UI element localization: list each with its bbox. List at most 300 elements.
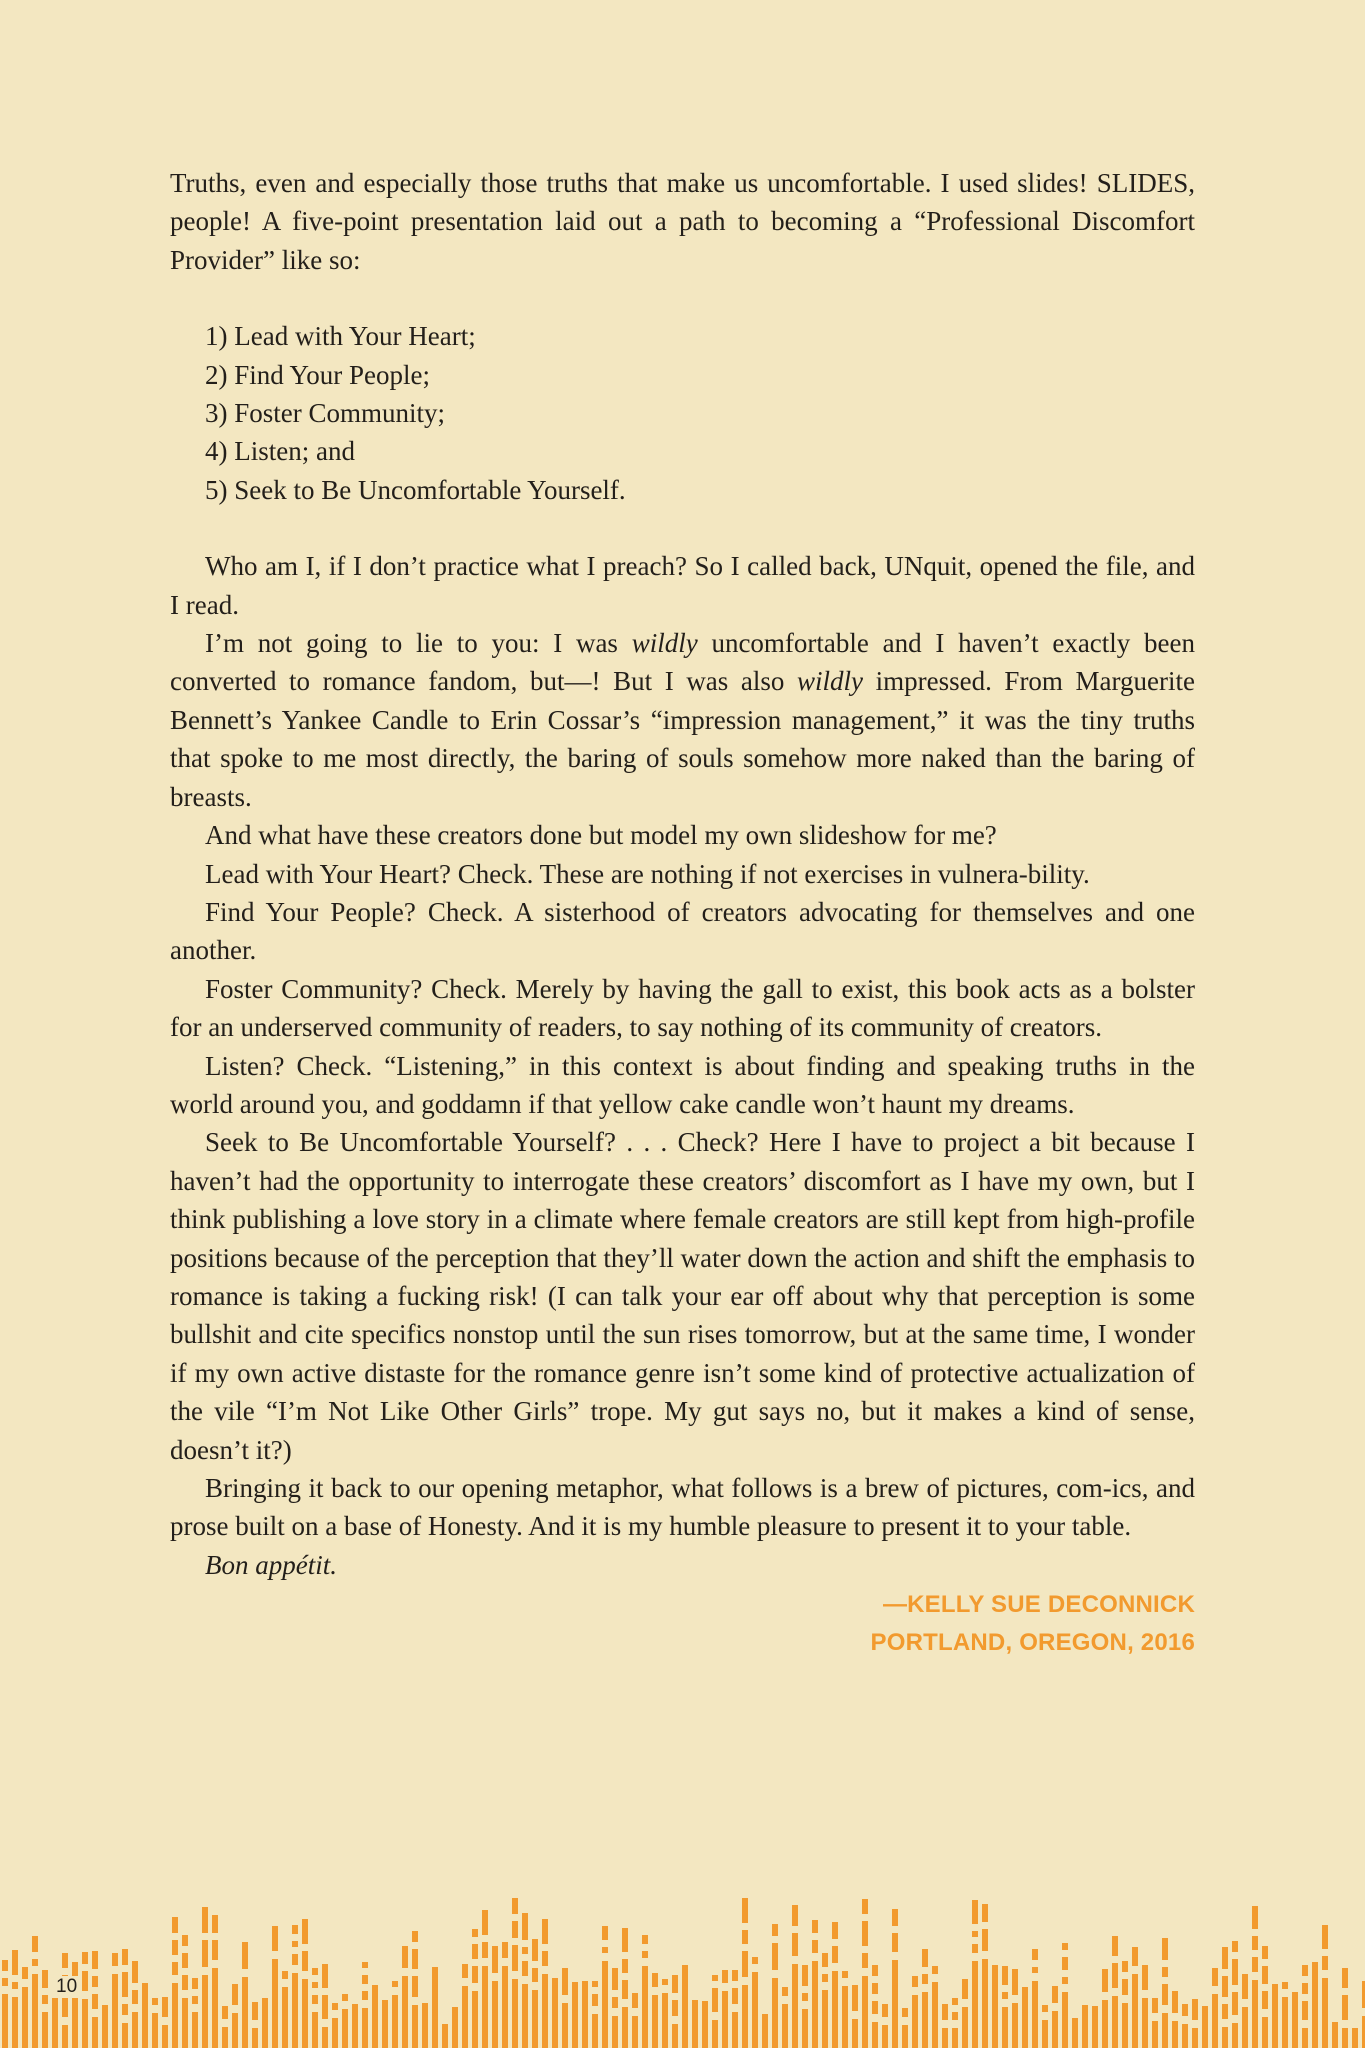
- decorative-bar-segment: [602, 1926, 608, 1940]
- decorative-bar: [942, 2028, 948, 2048]
- page-body: [170, 164, 1195, 1662]
- decorative-bar-segment: [782, 1987, 788, 1996]
- decorative-bar: [682, 1965, 688, 2048]
- decorative-bar-segment: [132, 1990, 138, 2004]
- paragraph: Foster Community? Check. Merely by having the gall to exist, this book acts as a bolster for an underserved community of readers, to say nothing of its community of creators.: [170, 973, 1195, 1043]
- signature-author: —KELLY SUE DECONNICK: [882, 1591, 1195, 1619]
- paragraph-text: uncomfortable and I haven’t exactly been converted to romance fandom, but—! But I was also: [170, 628, 1195, 697]
- decorative-bar-segment: [522, 1913, 528, 1940]
- decorative-bar: [632, 2016, 638, 2048]
- decorative-bar: [42, 2012, 48, 2048]
- decorative-bar-segment: [1132, 1947, 1138, 1966]
- decorative-bar: [252, 2028, 258, 2048]
- decorative-bar-segment: [1062, 1977, 1068, 1984]
- decorative-bar-segment: [672, 1975, 678, 1993]
- decorative-bar: [382, 2000, 388, 2048]
- decorative-bar: [1192, 2028, 1198, 2048]
- paragraph: Seek to Be Uncomfortable Yourself? . . . Check? Here I have to project a bit because I haven’t had the opportunity to interrogate these creators’ discomfort as I have my own, but I think publishing a love story in a climate where female creators are still kept from high-profile positions because of the perception that they’ll water down the action and shift the emphasis to romance is taking a fucking risk! (I can talk your ear off about why that perception is some bullshit and cite specifics nonstop until the sun rises tomorrow, but at the same time, I wonder if my own active distaste for the romance genre isn’t some kind of protective actualization of the vile “I’m Not Like Other Girls” trope. My gut says no, but it makes a kind of sense, doesn’t it?): [170, 1127, 1195, 1465]
- decorative-bar-segment: [862, 1899, 868, 1914]
- decorative-bar: [762, 2014, 768, 2048]
- decorative-bar: [172, 1983, 178, 2048]
- signature-place: PORTLAND, OREGON, 2016: [870, 1629, 1195, 1657]
- decorative-bar: [972, 1961, 978, 2048]
- decorative-bar: [642, 1966, 648, 2048]
- decorative-bar-segment: [412, 1976, 418, 1997]
- decorative-bar: [922, 1992, 928, 2048]
- decorative-bar-segment: [1222, 2004, 1228, 2019]
- decorative-bar: [472, 1991, 478, 2048]
- paragraph: Find Your People? Check. A sisterhood of creators advocating for themselves and one another.: [170, 896, 1195, 966]
- decorative-bar: [1002, 2007, 1008, 2048]
- decorative-bar-segment: [642, 1935, 648, 1944]
- paragraph: Who am I, if I don’t practice what I preach? So I called back, UNquit, opened the file, and I read.: [170, 551, 1195, 620]
- decorative-bar-segment: [622, 1980, 628, 1999]
- decorative-bar-segment: [412, 1931, 418, 1942]
- decorative-bar-segment: [742, 1930, 748, 1944]
- decorative-bar-segment: [1112, 1963, 1118, 1988]
- decorative-bar: [722, 1991, 728, 2048]
- decorative-bar: [792, 1964, 798, 2048]
- decorative-bar: [262, 1998, 268, 2048]
- decorative-bar: [692, 2000, 698, 2048]
- decorative-bar-segment: [292, 1941, 298, 1947]
- decorative-bar: [1242, 2007, 1248, 2048]
- decorative-bar: [502, 1966, 508, 2048]
- decorative-bar-segment: [1162, 1984, 1168, 2005]
- decorative-bar-segment: [562, 1968, 568, 1995]
- emphasis-text: wildly: [797, 666, 863, 697]
- paragraph-text: I’m not going to lie to you: I was: [205, 628, 632, 659]
- decorative-bar-segment: [1262, 1966, 1268, 1984]
- decorative-bar-segment: [902, 2008, 908, 2017]
- decorative-bar-segment: [602, 1947, 608, 1953]
- decorative-bar: [1122, 2003, 1128, 2048]
- decorative-bar-segment: [622, 1959, 628, 1973]
- decorative-bar-segment: [772, 1943, 778, 1970]
- decorative-bar-segment: [2, 1960, 8, 1971]
- decorative-bar-segment: [972, 1900, 978, 1924]
- decorative-bar: [342, 2009, 348, 2048]
- decorative-bar-segment: [822, 1953, 828, 1967]
- decorative-bar-segment: [1192, 1999, 1198, 2020]
- decorative-bar: [1112, 1996, 1118, 2048]
- decorative-bar: [662, 1993, 668, 2048]
- decorative-bar-segment: [1182, 2004, 1188, 2016]
- decorative-bar-segment: [202, 1907, 208, 1933]
- decorative-bar-segment: [972, 1931, 978, 1937]
- decorative-bar: [282, 1987, 288, 2048]
- decorative-bar: [532, 1990, 538, 2048]
- decorative-bar: [392, 1995, 398, 2048]
- decorative-bar: [1322, 1978, 1328, 2048]
- decorative-bar-segment: [1162, 1938, 1168, 1960]
- decorative-bar: [992, 1965, 998, 2048]
- decorative-bar: [1142, 1998, 1148, 2048]
- decorative-bar: [582, 1981, 588, 2048]
- decorative-bar: [802, 2009, 808, 2048]
- decorative-bar-segment: [362, 1991, 368, 2000]
- decorative-bar-segment: [2, 1978, 8, 1986]
- decorative-bar-segment: [592, 1994, 598, 2006]
- decorative-bar-segment: [1032, 1949, 1038, 1960]
- decorative-bar-segment: [512, 1945, 518, 1971]
- decorative-bar-segment: [1242, 1974, 1248, 1999]
- decorative-bar: [902, 2025, 908, 2048]
- decorative-bar: [1062, 1992, 1068, 2048]
- decorative-bar: [22, 1987, 28, 2048]
- decorative-bar-segment: [212, 1940, 218, 1960]
- decorative-bar-segment: [1062, 1957, 1068, 1970]
- decorative-bar-segment: [812, 1920, 818, 1933]
- paragraph: And what have these creators done but model my own slideshow for me?: [205, 820, 997, 851]
- decorative-bar-segment: [532, 1968, 538, 1982]
- decorative-bar-pattern: [0, 1898, 1365, 2048]
- decorative-bar-segment: [802, 1993, 808, 2001]
- decorative-bar-segment: [922, 1974, 928, 1984]
- decorative-bar: [852, 2019, 858, 2048]
- decorative-bar-segment: [772, 1924, 778, 1936]
- decorative-bar: [202, 1975, 208, 2048]
- decorative-bar-segment: [132, 1961, 138, 1983]
- decorative-bar-segment: [1042, 2005, 1048, 2012]
- decorative-bar-segment: [172, 1917, 178, 1933]
- decorative-bar-segment: [192, 1996, 198, 2004]
- decorative-bar-segment: [222, 2006, 228, 2019]
- decorative-bar-segment: [852, 1985, 858, 2011]
- decorative-bar: [842, 1986, 848, 2048]
- decorative-bar-segment: [862, 1953, 868, 1968]
- decorative-bar-segment: [1322, 1956, 1328, 1970]
- decorative-bar: [1152, 2021, 1158, 2048]
- decorative-bar-segment: [502, 1942, 508, 1958]
- decorative-bar: [422, 2003, 428, 2048]
- decorative-bar-segment: [1122, 1961, 1128, 1972]
- decorative-bar: [1072, 2018, 1078, 2048]
- decorative-bar-segment: [1322, 1925, 1328, 1949]
- decorative-bar: [162, 2025, 168, 2048]
- decorative-bar: [552, 1978, 558, 2048]
- decorative-bar-segment: [252, 2002, 258, 2020]
- decorative-bar-segment: [882, 2004, 888, 2017]
- decorative-bar: [492, 1981, 498, 2048]
- decorative-bar-segment: [32, 1959, 38, 1966]
- decorative-bar-segment: [472, 1929, 478, 1937]
- decorative-bar-segment: [1102, 1969, 1108, 1992]
- decorative-bar: [1352, 2028, 1358, 2048]
- decorative-bar: [982, 1959, 988, 2048]
- decorative-bar: [1042, 2020, 1048, 2048]
- decorative-bar-segment: [122, 1949, 128, 1965]
- decorative-bar-segment: [622, 1928, 628, 1952]
- decorative-bar-segment: [952, 2012, 958, 2020]
- decorative-bar: [2, 1994, 8, 2048]
- decorative-bar-segment: [1052, 1986, 1058, 2003]
- decorative-bar-segment: [662, 1979, 668, 1985]
- decorative-bar: [292, 1973, 298, 2048]
- decorative-bar-segment: [292, 1954, 298, 1965]
- decorative-bar-segment: [342, 1994, 348, 2001]
- decorative-bar: [912, 1995, 918, 2048]
- decorative-bar: [482, 1966, 488, 2048]
- paragraph: Bringing it back to our opening metaphor, what follows is a brew of pictures, com-ics, and prose built on a base of Honesty. And it is my humble pleasure to present it to your table.: [170, 1473, 1195, 1542]
- decorative-bar: [242, 1977, 248, 2048]
- decorative-bar-segment: [872, 1965, 878, 1976]
- decorative-bar-segment: [272, 1926, 278, 1951]
- decorative-bar-segment: [632, 1993, 638, 2008]
- decorative-bar-segment: [732, 1970, 738, 1981]
- list-item: 5) Seek to Be Uncomfortable Yourself.: [205, 474, 626, 505]
- decorative-bar: [372, 1985, 378, 2048]
- decorative-bar: [732, 2012, 738, 2048]
- decorative-bar-segment: [1012, 1969, 1018, 1995]
- decorative-bar-segment: [172, 1940, 178, 1955]
- decorative-bar: [82, 1999, 88, 2048]
- decorative-bar: [62, 2025, 68, 2048]
- decorative-bar: [222, 2027, 228, 2048]
- decorative-bar: [672, 2024, 678, 2048]
- decorative-bar: [622, 2007, 628, 2048]
- decorative-bar-segment: [802, 1965, 808, 1986]
- decorative-bar: [1092, 2006, 1098, 2048]
- decorative-bar-segment: [612, 1997, 618, 2008]
- decorative-bar-segment: [462, 1964, 468, 1978]
- decorative-bar-segment: [212, 1915, 218, 1933]
- decorative-bar: [1232, 2023, 1238, 2048]
- decorative-bar: [1272, 1984, 1278, 2048]
- decorative-bar-segment: [1002, 1966, 1008, 1985]
- decorative-bar-segment: [1232, 1959, 1238, 1985]
- decorative-bar-segment: [832, 1946, 838, 1963]
- decorative-bar: [182, 1998, 188, 2048]
- decorative-bar-segment: [862, 1921, 868, 1946]
- decorative-bar-segment: [742, 1898, 748, 1923]
- decorative-bar-segment: [402, 1946, 408, 1968]
- decorative-bar: [772, 1978, 778, 2048]
- decorative-bar: [1032, 1981, 1038, 2048]
- decorative-bar-segment: [872, 2001, 878, 2014]
- decorative-bar: [592, 2014, 598, 2048]
- decorative-bar: [612, 2016, 618, 2048]
- decorative-bar: [102, 2005, 108, 2048]
- decorative-bar: [572, 1982, 578, 2048]
- decorative-bar-segment: [1302, 2001, 1308, 2020]
- decorative-bar-segment: [932, 1966, 938, 1974]
- decorative-bar-segment: [322, 1995, 328, 2019]
- decorative-bar-segment: [282, 1971, 288, 1979]
- decorative-bar-segment: [942, 2004, 948, 2020]
- decorative-bar: [1022, 1987, 1028, 2048]
- decorative-bar-segment: [92, 1994, 98, 2009]
- decorative-bar-segment: [472, 1966, 478, 1983]
- decorative-bar-segment: [962, 1979, 968, 1999]
- decorative-bar-segment: [892, 1909, 898, 1926]
- decorative-bar-segment: [42, 1995, 48, 2004]
- decorative-bar: [272, 1959, 278, 2048]
- decorative-bar-segment: [792, 1905, 798, 1926]
- decorative-bar: [752, 1972, 758, 2048]
- decorative-bar: [32, 1974, 38, 2048]
- decorative-bar-segment: [642, 1951, 648, 1958]
- decorative-bar: [232, 2013, 238, 2048]
- decorative-bar-segment: [832, 1922, 838, 1939]
- decorative-bar-segment: [1122, 1979, 1128, 1995]
- decorative-bar-segment: [1302, 1965, 1308, 1976]
- decorative-bar-segment: [92, 1951, 98, 1969]
- decorative-bar: [1202, 2006, 1208, 2048]
- decorative-bar: [402, 1976, 408, 2048]
- decorative-bar: [212, 1968, 218, 2048]
- decorative-bar-segment: [1252, 1936, 1258, 1950]
- decorative-bar: [1222, 2027, 1228, 2048]
- decorative-bar: [562, 2003, 568, 2048]
- decorative-bar: [142, 1983, 148, 2048]
- decorative-bar: [832, 1971, 838, 2048]
- decorative-bar: [872, 2022, 878, 2048]
- signoff: Bon appétit.: [205, 1549, 337, 1580]
- decorative-bar-segment: [482, 1910, 488, 1935]
- decorative-bar: [122, 2023, 128, 2048]
- decorative-bar: [712, 2020, 718, 2048]
- list-item: 1) Lead with Your Heart;: [205, 321, 476, 352]
- decorative-bar: [332, 2018, 338, 2048]
- decorative-bar: [522, 1984, 528, 2048]
- decorative-bar: [1012, 2003, 1018, 2048]
- decorative-bar-segment: [122, 2004, 128, 2015]
- decorative-bar: [892, 1960, 898, 2048]
- decorative-bar-segment: [182, 1953, 188, 1968]
- decorative-bar-segment: [32, 1936, 38, 1952]
- decorative-bar-segment: [472, 1944, 478, 1959]
- decorative-bar: [812, 1961, 818, 2048]
- decorative-bar: [442, 2024, 448, 2048]
- decorative-bar-segment: [712, 1975, 718, 1981]
- decorative-bar-segment: [742, 1951, 748, 1977]
- decorative-bar: [462, 1986, 468, 2048]
- decorative-bar-segment: [232, 1984, 238, 2005]
- decorative-bar-segment: [42, 1970, 48, 1988]
- decorative-bar-segment: [312, 1968, 318, 1975]
- decorative-bar-segment: [162, 1997, 168, 2017]
- decorative-bar: [352, 2004, 358, 2048]
- decorative-bar-segment: [332, 2003, 338, 2010]
- paragraph: Listen? Check. “Listening,” in this context is about finding and speaking truths in the world around you, and goddamn if that yellow cake candle won’t haunt my dreams.: [170, 1050, 1195, 1119]
- decorative-bar-segment: [1032, 1967, 1038, 1973]
- decorative-bar-segment: [122, 1972, 128, 1997]
- decorative-bar: [702, 2001, 708, 2048]
- decorative-bar-segment: [492, 1946, 498, 1973]
- decorative-bar-segment: [512, 1921, 518, 1938]
- decorative-bar: [1182, 2024, 1188, 2048]
- decorative-bar: [1212, 1994, 1218, 2048]
- decorative-bar-segment: [182, 1975, 188, 1990]
- decorative-bar-segment: [922, 1949, 928, 1967]
- decorative-bar-segment: [892, 1933, 898, 1952]
- decorative-bar: [1342, 2028, 1348, 2048]
- decorative-bar-segment: [732, 1988, 738, 2004]
- decorative-bar-segment: [972, 1944, 978, 1953]
- paragraph: Lead with Your Heart? Check. These are nothing if not exercises in vulnera-bility.: [205, 858, 1090, 889]
- decorative-bar: [72, 1962, 78, 2048]
- decorative-bar: [1262, 2017, 1268, 2048]
- decorative-bar: [1052, 2011, 1058, 2048]
- decorative-bar-segment: [112, 1953, 118, 1966]
- decorative-bar-segment: [12, 1982, 18, 1989]
- decorative-bar-segment: [1342, 1968, 1348, 1988]
- decorative-bar: [542, 1974, 548, 2048]
- decorative-bar-segment: [1212, 1968, 1218, 1986]
- decorative-bar-segment: [1252, 1906, 1258, 1929]
- decorative-bar-segment: [982, 1904, 988, 1922]
- decorative-bar-segment: [592, 1981, 598, 1987]
- decorative-bar: [312, 2012, 318, 2048]
- paragraph: [170, 624, 1195, 816]
- decorative-bar-segment: [722, 1970, 728, 1983]
- decorative-bar-segment: [1282, 1982, 1288, 1989]
- numbered-list: [170, 317, 1195, 509]
- decorative-bar: [932, 1982, 938, 2048]
- decorative-bar-segment: [482, 1942, 488, 1958]
- decorative-bar-segment: [512, 1898, 518, 1914]
- decorative-bar-segment: [1222, 1976, 1228, 1997]
- decorative-bar-segment: [362, 1962, 368, 1968]
- decorative-bar-segment: [242, 1942, 248, 1969]
- decorative-bar: [192, 2012, 198, 2048]
- paragraph-text: impressed. From Marguerite Bennett’s Yankee Candle to Erin Cossar’s “impression management,” it was the tiny truths that spoke to me most directly, the baring of souls somehow more naked than the baring of breasts.: [170, 666, 1195, 812]
- decorative-bar-segment: [1262, 1946, 1268, 1959]
- decorative-bar: [782, 2004, 788, 2048]
- decorative-bar-segment: [612, 1968, 618, 1990]
- decorative-bar: [1132, 1974, 1138, 2048]
- decorative-bar: [1282, 1997, 1288, 2048]
- decorative-bar: [1252, 1980, 1258, 2048]
- decorative-bar-segment: [1222, 1947, 1228, 1969]
- decorative-bar-segment: [392, 1981, 398, 1987]
- decorative-bar: [152, 2013, 158, 2048]
- decorative-bar-segment: [522, 1947, 528, 1954]
- decorative-bar: [52, 1994, 58, 2048]
- decorative-bar-segment: [752, 1957, 758, 1964]
- decorative-bar: [952, 2028, 958, 2048]
- decorative-bar: [882, 2025, 888, 2048]
- decorative-bar: [302, 1979, 308, 2048]
- decorative-bar: [742, 1985, 748, 2048]
- decorative-bar-segment: [1142, 1965, 1148, 1990]
- decorative-bar-segment: [1152, 1998, 1158, 2013]
- decorative-bar: [452, 2007, 458, 2048]
- decorative-bar-segment: [672, 2000, 678, 2016]
- intro-paragraph: Truths, even and especially those truths that make us uncomfortable. I used slides! SLIDES, people! A five-point presentation laid out a path to becoming a “Professional Discomfort Provider” like so:: [170, 168, 1195, 275]
- decorative-bar: [412, 2005, 418, 2048]
- decorative-bar: [92, 2017, 98, 2048]
- decorative-bar: [1312, 1962, 1318, 2048]
- decorative-bar-segment: [542, 1951, 548, 1966]
- decorative-bar: [652, 1995, 658, 2048]
- decorative-bar-segment: [1252, 1957, 1258, 1972]
- decorative-bar-segment: [1232, 1992, 1238, 2015]
- decorative-bar: [602, 1961, 608, 2048]
- decorative-bar: [12, 1997, 18, 2048]
- decorative-bar-segment: [152, 1998, 158, 2005]
- decorative-bar: [1292, 1992, 1298, 2048]
- decorative-bar: [432, 1967, 438, 2048]
- decorative-bar: [1172, 2021, 1178, 2048]
- decorative-bar: [112, 1974, 118, 2048]
- decorative-bar-segment: [652, 1973, 658, 1987]
- decorative-bar: [512, 1979, 518, 2048]
- decorative-bar-segment: [812, 1940, 818, 1953]
- decorative-bar-segment: [532, 1939, 538, 1961]
- decorative-bar-segment: [322, 1964, 328, 1988]
